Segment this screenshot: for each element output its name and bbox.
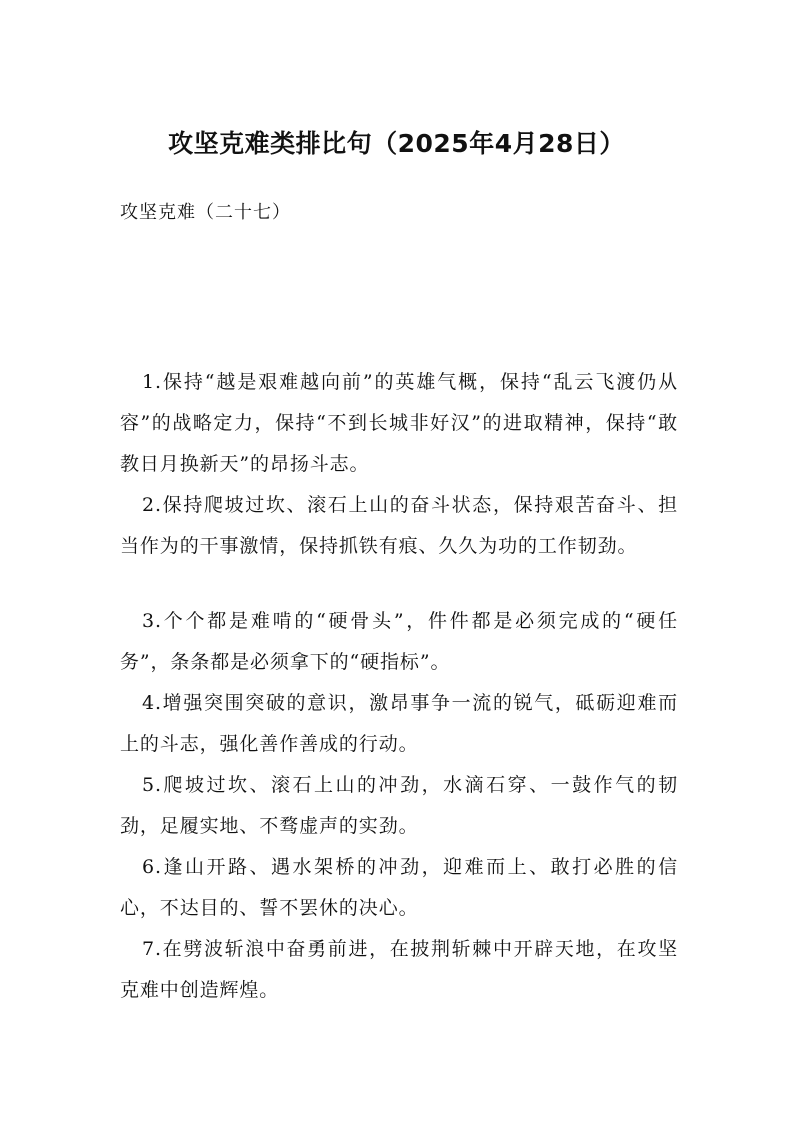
document-subtitle: 攻坚克难（二十七） (120, 202, 291, 223)
document-body (120, 362, 678, 1011)
paragraph-3: 3.个个都是难啃的“硬骨头”，件件都是必须完成的“硬任务”，条条都是必须拿下的“硬指标”。 (120, 610, 678, 673)
paragraph-5: 5.爬坡过坎、滚石上山的冲劲，水滴石穿、一鼓作气的韧劲，足履实地、不骛虚声的实劲。 (120, 774, 678, 837)
paragraph-6: 6.逢山开路、遇水架桥的冲劲，迎难而上、敢打必胜的信心，不达目的、誓不罢休的决心。 (120, 856, 678, 919)
paragraph-spacer (120, 567, 678, 601)
paragraph-1: 1.保持“越是艰难越向前”的英雄气概，保持“乱云飞渡仍从容”的战略定力，保持“不到长城非好汉”的进取精神，保持“敢教日月换新天”的昂扬斗志。 (120, 371, 678, 475)
paragraph-2: 2.保持爬坡过坎、滚石上山的奋斗状态，保持艰苦奋斗、担当作为的干事激情，保持抓铁有痕、久久为功的工作韧劲。 (120, 494, 678, 557)
paragraph-7: 7.在劈波斩浪中奋勇前进，在披荆斩棘中开辟天地，在攻坚克难中创造辉煌。 (120, 938, 678, 1001)
paragraph-4: 4.增强突围突破的意识，激昂事争一流的锐气，砥砺迎难而上的斗志，强化善作善成的行动。 (120, 692, 678, 755)
document-title: 攻坚克难类排比句（2025年4月28日） (168, 129, 625, 158)
